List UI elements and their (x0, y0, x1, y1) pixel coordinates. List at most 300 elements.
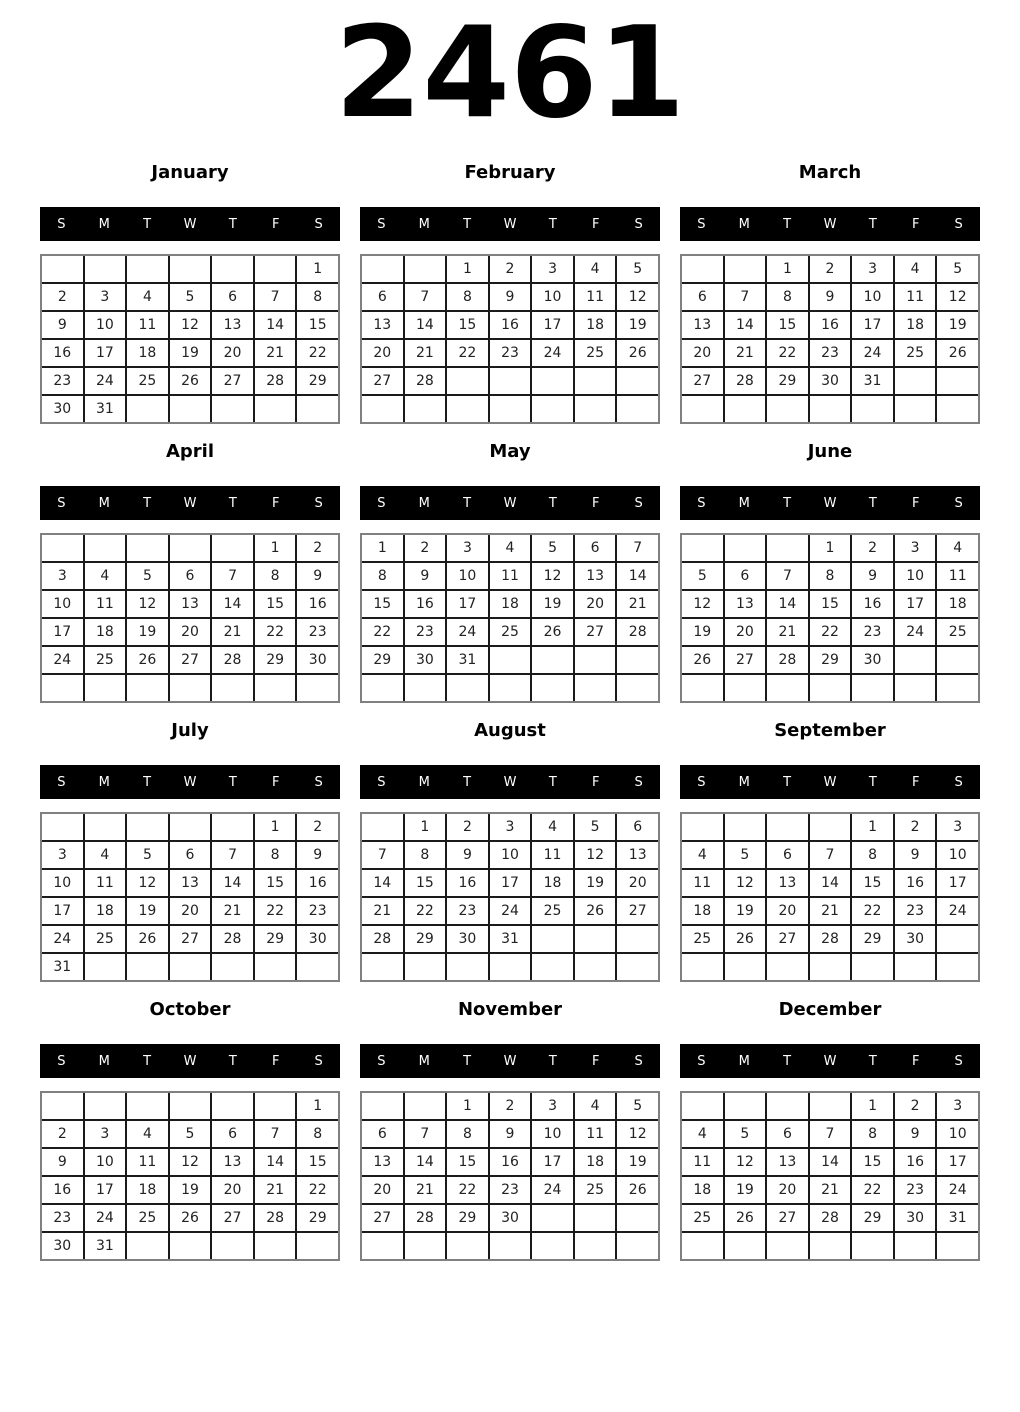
weekday-header (40, 207, 340, 241)
weekday-label: S (634, 1053, 643, 1069)
date-cell-empty (127, 535, 168, 561)
weekday-label: T (868, 495, 877, 511)
date-cell: 19 (170, 340, 211, 366)
date-cell-empty (575, 1233, 616, 1259)
date-cell-empty (490, 396, 531, 422)
date-cell: 4 (85, 563, 126, 589)
weekday-label: T (463, 495, 472, 511)
weekday-label: W (503, 1053, 517, 1069)
weekday-label: T (868, 216, 877, 232)
date-cell: 22 (767, 340, 808, 366)
date-cell-empty (362, 396, 403, 422)
date-cell: 30 (852, 647, 893, 673)
date-cell: 1 (852, 1093, 893, 1119)
date-cell-empty (490, 647, 531, 673)
date-cell: 15 (447, 312, 488, 338)
date-cell-empty (405, 396, 446, 422)
date-cell-empty (937, 647, 978, 673)
date-cell: 3 (490, 814, 531, 840)
date-cell: 13 (575, 563, 616, 589)
weekday-label: T (868, 1053, 877, 1069)
date-cell: 22 (852, 1177, 893, 1203)
weekday-header (680, 486, 980, 520)
weekday-label: S (377, 774, 386, 790)
date-cell: 19 (127, 898, 168, 924)
date-cell-empty (362, 954, 403, 980)
date-cell: 7 (405, 1121, 446, 1147)
date-cell-empty (297, 675, 338, 701)
dates-grid (40, 533, 340, 703)
date-cell-empty (127, 675, 168, 701)
date-cell: 24 (937, 898, 978, 924)
weekday-label: S (57, 774, 66, 790)
date-cell: 26 (682, 647, 723, 673)
date-cell: 12 (617, 284, 658, 310)
weekday-header (360, 765, 660, 799)
date-cell: 6 (767, 1121, 808, 1147)
date-cell-empty (682, 256, 723, 282)
date-cell: 24 (895, 619, 936, 645)
month-block (680, 162, 980, 441)
date-cell: 29 (767, 368, 808, 394)
weekday-label: M (418, 216, 430, 232)
date-cell: 19 (170, 1177, 211, 1203)
date-cell: 30 (490, 1205, 531, 1231)
date-cell: 16 (447, 870, 488, 896)
weekday-label: S (314, 216, 323, 232)
date-cell-empty (447, 675, 488, 701)
date-cell: 1 (810, 535, 851, 561)
date-cell: 13 (170, 870, 211, 896)
date-cell: 11 (575, 1121, 616, 1147)
date-cell: 4 (682, 842, 723, 868)
date-cell: 9 (42, 1149, 83, 1175)
date-cell: 26 (127, 647, 168, 673)
date-cell-empty (617, 954, 658, 980)
date-cell: 22 (447, 340, 488, 366)
weekday-label: T (463, 774, 472, 790)
date-cell: 28 (405, 368, 446, 394)
weekday-label: S (57, 495, 66, 511)
date-cell-empty (127, 1233, 168, 1259)
date-cell: 18 (895, 312, 936, 338)
weekday-label: M (98, 774, 110, 790)
date-cell: 10 (85, 312, 126, 338)
date-cell-empty (297, 396, 338, 422)
date-cell: 13 (767, 870, 808, 896)
weekday-label: W (503, 216, 517, 232)
month-name: June (807, 441, 853, 462)
date-cell: 1 (362, 535, 403, 561)
date-cell-empty (532, 647, 573, 673)
date-cell: 27 (682, 368, 723, 394)
date-cell: 20 (617, 870, 658, 896)
date-cell: 20 (767, 1177, 808, 1203)
month-block (680, 720, 980, 999)
date-cell: 17 (42, 898, 83, 924)
weekday-header (40, 486, 340, 520)
date-cell-empty (170, 954, 211, 980)
date-cell: 23 (895, 1177, 936, 1203)
weekday-label: T (783, 216, 792, 232)
date-cell: 11 (575, 284, 616, 310)
date-cell: 15 (255, 591, 296, 617)
date-cell-empty (682, 954, 723, 980)
date-cell: 15 (767, 312, 808, 338)
date-cell: 28 (810, 1205, 851, 1231)
weekday-label: F (271, 216, 280, 232)
date-cell-empty (767, 1233, 808, 1259)
date-cell: 7 (212, 842, 253, 868)
date-cell: 25 (682, 1205, 723, 1231)
date-cell-empty (575, 368, 616, 394)
date-cell: 18 (575, 1149, 616, 1175)
date-cell: 7 (255, 284, 296, 310)
date-cell-empty (532, 926, 573, 952)
date-cell: 10 (532, 284, 573, 310)
date-cell: 23 (852, 619, 893, 645)
date-cell: 14 (362, 870, 403, 896)
weekday-label: T (783, 495, 792, 511)
date-cell: 27 (767, 1205, 808, 1231)
date-cell: 14 (810, 870, 851, 896)
date-cell: 23 (297, 898, 338, 924)
date-cell: 10 (937, 842, 978, 868)
date-cell-empty (725, 675, 766, 701)
weekday-label: F (591, 774, 600, 790)
date-cell: 9 (852, 563, 893, 589)
date-cell: 27 (575, 619, 616, 645)
date-cell-empty (362, 256, 403, 282)
date-cell-empty (725, 396, 766, 422)
weekday-label: S (377, 216, 386, 232)
weekday-label: M (418, 1053, 430, 1069)
date-cell: 5 (617, 256, 658, 282)
date-cell: 30 (42, 1233, 83, 1259)
date-cell: 26 (127, 926, 168, 952)
date-cell: 6 (575, 535, 616, 561)
date-cell: 3 (852, 256, 893, 282)
date-cell: 1 (405, 814, 446, 840)
date-cell: 1 (447, 256, 488, 282)
date-cell-empty (362, 1233, 403, 1259)
date-cell: 2 (810, 256, 851, 282)
date-cell-empty (447, 1233, 488, 1259)
date-cell: 12 (127, 591, 168, 617)
date-cell: 17 (937, 870, 978, 896)
date-cell: 16 (895, 870, 936, 896)
date-cell-empty (362, 1093, 403, 1119)
date-cell: 13 (725, 591, 766, 617)
date-cell: 2 (297, 814, 338, 840)
date-cell: 26 (170, 368, 211, 394)
date-cell: 9 (895, 842, 936, 868)
dates-grid (360, 1091, 660, 1261)
date-cell: 3 (532, 256, 573, 282)
month-block (40, 441, 340, 720)
date-cell: 6 (362, 284, 403, 310)
date-cell-empty (255, 1093, 296, 1119)
date-cell: 4 (575, 1093, 616, 1119)
weekday-header (680, 1044, 980, 1078)
date-cell: 9 (490, 284, 531, 310)
date-cell: 4 (682, 1121, 723, 1147)
date-cell: 14 (255, 312, 296, 338)
date-cell: 1 (255, 535, 296, 561)
date-cell-empty (810, 814, 851, 840)
date-cell: 14 (810, 1149, 851, 1175)
date-cell: 17 (42, 619, 83, 645)
date-cell-empty (617, 675, 658, 701)
weekday-label: M (738, 1053, 750, 1069)
weekday-label: W (823, 1053, 837, 1069)
date-cell: 21 (767, 619, 808, 645)
date-cell: 13 (682, 312, 723, 338)
date-cell: 23 (447, 898, 488, 924)
date-cell: 10 (852, 284, 893, 310)
date-cell-empty (937, 368, 978, 394)
date-cell: 21 (212, 898, 253, 924)
date-cell: 21 (810, 898, 851, 924)
weekday-label: T (228, 216, 237, 232)
weekday-label: W (503, 495, 517, 511)
date-cell: 20 (725, 619, 766, 645)
date-cell-empty (575, 396, 616, 422)
date-cell: 19 (575, 870, 616, 896)
date-cell: 5 (170, 1121, 211, 1147)
date-cell-empty (725, 535, 766, 561)
date-cell: 16 (42, 340, 83, 366)
weekday-label: M (418, 495, 430, 511)
dates-grid (680, 1091, 980, 1261)
date-cell: 21 (212, 619, 253, 645)
date-cell: 10 (447, 563, 488, 589)
date-cell: 29 (255, 926, 296, 952)
date-cell: 8 (810, 563, 851, 589)
weekday-label: M (98, 216, 110, 232)
month-block (360, 999, 660, 1278)
date-cell: 25 (85, 647, 126, 673)
date-cell: 26 (725, 926, 766, 952)
date-cell: 8 (255, 842, 296, 868)
date-cell-empty (617, 1205, 658, 1231)
date-cell: 25 (127, 1205, 168, 1231)
date-cell-empty (405, 954, 446, 980)
date-cell: 23 (490, 1177, 531, 1203)
date-cell: 11 (937, 563, 978, 589)
date-cell: 18 (532, 870, 573, 896)
date-cell: 9 (810, 284, 851, 310)
date-cell-empty (127, 256, 168, 282)
date-cell-empty (212, 954, 253, 980)
date-cell: 22 (255, 898, 296, 924)
date-cell: 29 (297, 368, 338, 394)
date-cell: 7 (725, 284, 766, 310)
date-cell-empty (937, 954, 978, 980)
date-cell-empty (895, 675, 936, 701)
date-cell: 10 (532, 1121, 573, 1147)
date-cell: 25 (937, 619, 978, 645)
date-cell-empty (127, 396, 168, 422)
month-name: September (774, 720, 886, 741)
date-cell: 13 (170, 591, 211, 617)
date-cell: 15 (447, 1149, 488, 1175)
date-cell: 17 (85, 340, 126, 366)
date-cell: 6 (682, 284, 723, 310)
date-cell: 27 (170, 926, 211, 952)
weekday-label: W (183, 774, 197, 790)
weekday-label: S (697, 1053, 706, 1069)
date-cell: 5 (617, 1093, 658, 1119)
date-cell: 26 (170, 1205, 211, 1231)
weekday-label: M (738, 216, 750, 232)
date-cell: 22 (810, 619, 851, 645)
date-cell: 3 (42, 563, 83, 589)
date-cell: 30 (447, 926, 488, 952)
date-cell-empty (85, 675, 126, 701)
weekday-label: F (911, 216, 920, 232)
date-cell-empty (42, 256, 83, 282)
date-cell: 4 (895, 256, 936, 282)
date-cell: 7 (810, 1121, 851, 1147)
date-cell-empty (170, 1093, 211, 1119)
date-cell-empty (725, 814, 766, 840)
date-cell: 24 (42, 647, 83, 673)
date-cell-empty (85, 814, 126, 840)
date-cell-empty (297, 954, 338, 980)
weekday-label: S (954, 774, 963, 790)
date-cell: 8 (297, 284, 338, 310)
date-cell: 16 (490, 312, 531, 338)
date-cell: 21 (362, 898, 403, 924)
date-cell: 27 (617, 898, 658, 924)
weekday-label: F (591, 495, 600, 511)
weekday-label: S (954, 495, 963, 511)
date-cell: 29 (852, 926, 893, 952)
date-cell-empty (852, 675, 893, 701)
date-cell-empty (937, 926, 978, 952)
date-cell-empty (895, 954, 936, 980)
date-cell: 21 (617, 591, 658, 617)
weekday-label: W (183, 1053, 197, 1069)
date-cell-empty (42, 535, 83, 561)
date-cell: 27 (362, 368, 403, 394)
date-cell: 18 (682, 898, 723, 924)
date-cell-empty (490, 675, 531, 701)
date-cell-empty (575, 954, 616, 980)
date-cell: 7 (212, 563, 253, 589)
date-cell: 10 (937, 1121, 978, 1147)
date-cell: 31 (447, 647, 488, 673)
date-cell: 31 (85, 1233, 126, 1259)
weekday-label: F (271, 1053, 280, 1069)
month-name: July (171, 720, 209, 741)
weekday-label: F (271, 495, 280, 511)
date-cell-empty (725, 1093, 766, 1119)
date-cell: 12 (127, 870, 168, 896)
date-cell: 15 (297, 1149, 338, 1175)
date-cell: 2 (490, 256, 531, 282)
date-cell: 3 (895, 535, 936, 561)
date-cell: 5 (532, 535, 573, 561)
date-cell: 11 (127, 312, 168, 338)
date-cell: 19 (617, 312, 658, 338)
weekday-label: F (911, 495, 920, 511)
date-cell: 20 (362, 1177, 403, 1203)
date-cell: 10 (85, 1149, 126, 1175)
date-cell: 11 (85, 591, 126, 617)
date-cell: 5 (575, 814, 616, 840)
date-cell: 24 (447, 619, 488, 645)
date-cell: 9 (42, 312, 83, 338)
weekday-header (680, 207, 980, 241)
date-cell: 12 (725, 1149, 766, 1175)
date-cell: 4 (937, 535, 978, 561)
weekday-label: S (954, 216, 963, 232)
date-cell-empty (405, 256, 446, 282)
date-cell: 22 (297, 340, 338, 366)
month-name: May (489, 441, 531, 462)
date-cell: 4 (532, 814, 573, 840)
date-cell: 12 (725, 870, 766, 896)
date-cell: 6 (170, 842, 211, 868)
weekday-label: S (314, 495, 323, 511)
date-cell: 6 (170, 563, 211, 589)
month-name: December (778, 999, 882, 1020)
date-cell: 7 (405, 284, 446, 310)
date-cell-empty (212, 256, 253, 282)
date-cell: 6 (212, 1121, 253, 1147)
date-cell: 27 (212, 368, 253, 394)
weekday-label: S (634, 495, 643, 511)
date-cell-empty (405, 1093, 446, 1119)
date-cell-empty (42, 814, 83, 840)
date-cell: 23 (405, 619, 446, 645)
date-cell: 7 (362, 842, 403, 868)
date-cell: 27 (725, 647, 766, 673)
date-cell-empty (255, 954, 296, 980)
date-cell-empty (810, 1093, 851, 1119)
date-cell: 25 (682, 926, 723, 952)
date-cell: 25 (532, 898, 573, 924)
date-cell: 13 (362, 312, 403, 338)
date-cell: 3 (532, 1093, 573, 1119)
date-cell: 3 (447, 535, 488, 561)
weekday-label: W (503, 774, 517, 790)
date-cell: 10 (42, 870, 83, 896)
date-cell: 8 (297, 1121, 338, 1147)
weekday-label: F (591, 1053, 600, 1069)
date-cell: 3 (85, 284, 126, 310)
date-cell: 27 (170, 647, 211, 673)
weekday-label: W (183, 495, 197, 511)
weekday-header (360, 1044, 660, 1078)
date-cell: 6 (362, 1121, 403, 1147)
date-cell: 21 (810, 1177, 851, 1203)
date-cell: 30 (297, 647, 338, 673)
date-cell: 16 (297, 870, 338, 896)
date-cell: 19 (127, 619, 168, 645)
date-cell: 14 (212, 870, 253, 896)
date-cell: 8 (447, 1121, 488, 1147)
date-cell-empty (937, 396, 978, 422)
weekday-label: S (954, 1053, 963, 1069)
date-cell-empty (810, 954, 851, 980)
date-cell: 7 (255, 1121, 296, 1147)
date-cell: 15 (255, 870, 296, 896)
date-cell: 23 (490, 340, 531, 366)
date-cell: 28 (212, 926, 253, 952)
